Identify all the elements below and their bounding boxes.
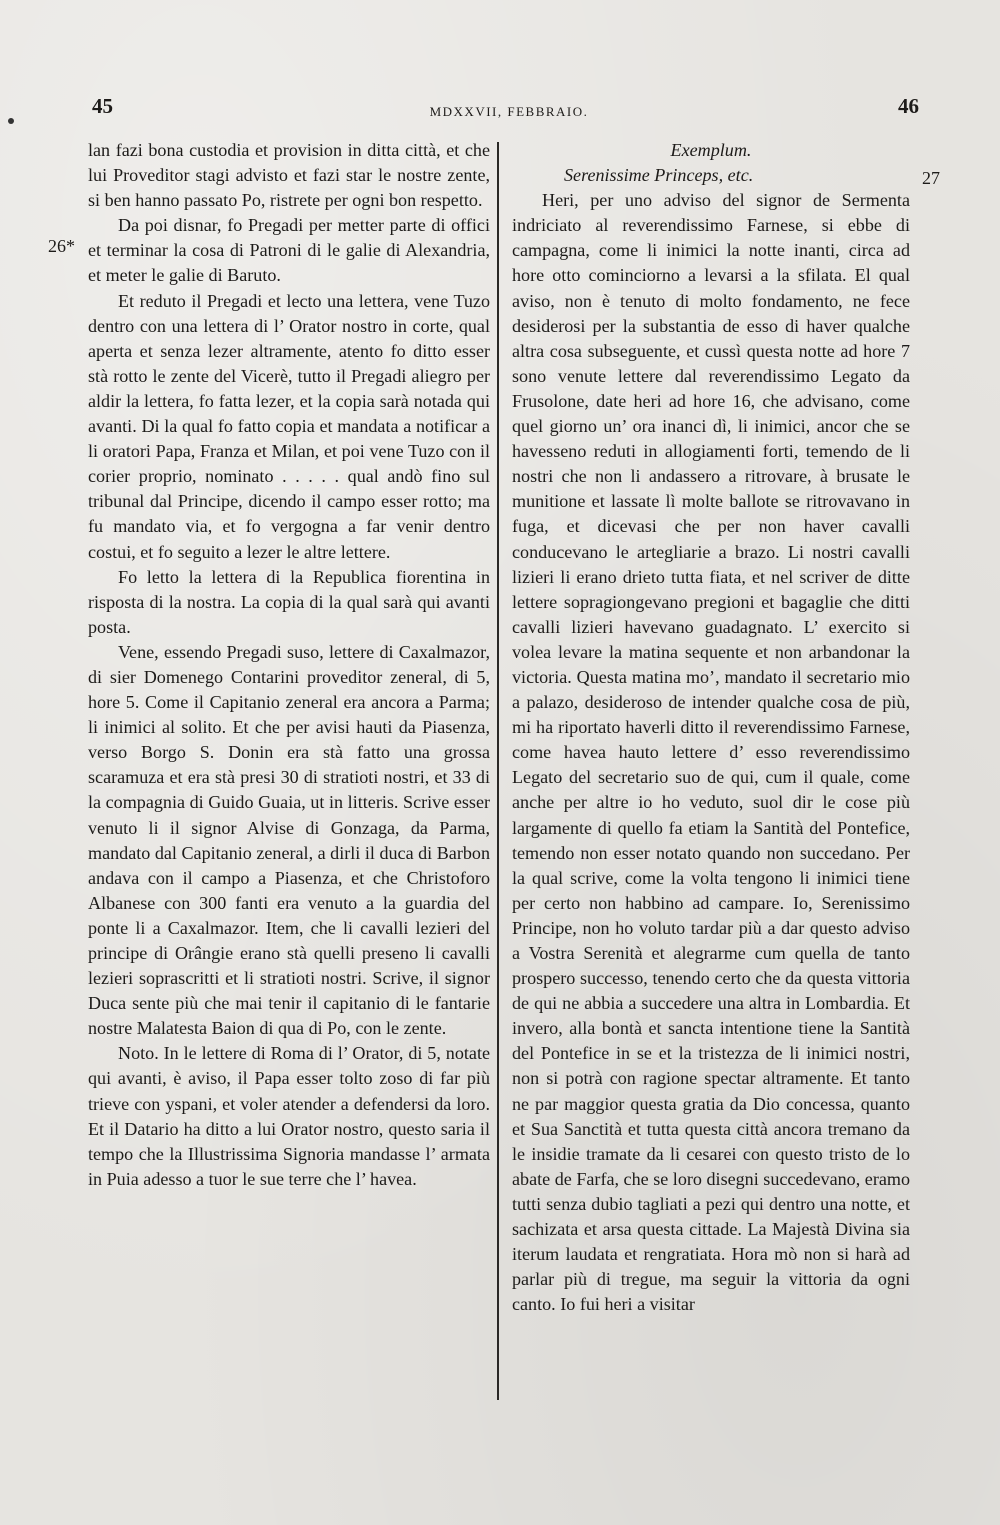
page-number-right: 46 [898, 94, 919, 118]
margin-note-right: 27 [922, 168, 940, 188]
margin-note-left: 26* [48, 236, 75, 256]
paragraph: lan fazi bona custodia et provision in ditta città, et che lui Proveditor stagi advisto et fazi star le nostre zente, si ben hanno passato Po, ristrete per ogni bon respetto. [88, 140, 490, 211]
right-column [512, 138, 910, 1317]
paragraph: Noto. In le lettere di Roma di l’ Orator, di 5, notate qui avanti, è aviso, il Papa esser tolto zoso di far più trieve con yspani, et voler atender a defendersi da loro. Et il Datario ha ditto a lui Orator nostro, questo saria il tempo che la Illustrissima Signoria mandasse l’ armata in Puia adesso a tuor le sue terre che l’ havea. [88, 1043, 490, 1189]
paragraph: Vene, essendo Pregadi suso, lettere di Caxalmazor, di sier Domenego Contarini proveditor zeneral, di 5, hore 5. Come il Capitanio zeneral era ancora a Parma; li inimici al solito. Et che per avisi hauti da Piasenza, verso Borgo S. Donin era stà fatto una grossa scaramuza et era stà presi 30 di stratioti nostri, et 33 di la compagnia di Guido Guaia, ut in litteris. Scrive esser venuto li il signor Alvise di Gonzaga, da Parma, mandato dal Capitanio zeneral, a dirli il duca di Barbon andava con il campo a Piasenza, et che Christoforo Albanese con 300 fanti era venuto a la guardia del ponte li a Caxalmazor. Item, che li cavalli lezieri del principe di Orângie erano stà quelli preseno li cavalli lezieri soprascritti et li stratioti nostri. Scrive, il signor Duca sente più che mai tenir il capitanio di le fantarie nostre Malatesta Baion di qua di Po, con le zente. [88, 641, 490, 1039]
paragraph: Et reduto il Pregadi et lecto una lettera, vene Tuzo dentro con una lettera di l’ Orator nostro in corte, qual aperta et senza lezer altramente, atento fo ditto esser stà rotto le zente del Vicerè, tutto il Pregadi aliegro per aldir la lettera, fo fatta lezer, et la copia sarà notada qui avanti. Di la qual fo fatto copia et mandata a notificar a li oratori Papa, Franza et Milan, et poi vene Tuzo con il corier proprio, nominato . . . . . qual andò fino sul tribunal dal Principe, dicendo il campo esser rotto; ma fu mandato via, et fo vergogna a far venir dentro costui, et fo seguito a lezer le altre lettere. [88, 290, 490, 562]
paragraph: Fo letto la lettera di la Republica fiorentina in risposta di la nostra. La copia di la qual sarà qui avanti posta. [88, 566, 490, 637]
left-column [88, 138, 490, 1192]
page-number-left: 45 [92, 94, 113, 118]
paragraph: Da poi disnar, fo Pregadi per metter parte di offici et terminar la cosa di Patroni di le galie di Alexandria, et meter le galie di Baruto. [88, 215, 490, 286]
salutation: Serenissime Princeps, etc. [564, 165, 754, 186]
page-header [0, 94, 1000, 134]
column-divider [497, 142, 499, 1400]
running-title: MDXXVII, FEBBRAIO. [429, 104, 589, 119]
paragraph: Heri, per uno adviso del signor de Sermenta indriciato al reverendissimo Farnese, si ebbe di campagna, come li inimici la notte inanti, circa ad hore otto cominciorno a levarsi a la sfilata. El qual aviso, non è tenuto di molto fondamento, ne fece desiderosi per la substantia de esso di haver qualche altra cosa subseguente, et cussì questa notte ad hore 7 sono venute lettere dal reverendissimo Legato da Frusolone, date heri ad hore 16, che advisano, come quel giorno un’ ora inanci dì, li inimici, ancor che se havesseno reduti in allogiamenti forti, temendo de li nostri che non li andassero a ritrovare, à brusate le munitione et lassate lì molte ballote se ritrovavano in fuga, et dicevasi che per non haver cavalli conducevano le artegliarie a brazo. Li nostri cavalli lizieri li erano drieto tutta fiata, et nel scriver de ditte lettere sopragiongevano pregioni et bagaglie che ditti cavalli lizieri havevano guadagnato. L’ exercito si volea levare la matina sequente et non arbandonar la victoria. Questa matina mo’, mandato il secretario mio a palazo, desideroso de intender qualche cosa de più, mi ha riportato haverli ditto il reverendissimo Farnese, come havea hauto lettere d’ esso reverendissimo Legato del secretario suo de qui, cum il quale, come anche per altre io ho veduto, suol dir le cose più largamente di quello fa etiam la Santità del Pontefice, temendo non esser notato quando non succedano. Per la qual scrive, come la volta tengono li inimici tiene per certo non habbino ad campare. Io, Serenissimo Principe, non ho voluto tardar più a dar questo adviso a Vostra Serenità et alegrarme cum quella de tanto prospero successo, tenendo certo che da questa vittoria de qui ne abbia a succedere una altra in Lombardia. Et invero, alla bontà et sancta intentione tiene la Santità del Pontefice in se et la tristezza de li inimici nostri, non si potrà con ragione spectar altramente. Et tanto ne par maggior questa gratia da Dio concessa, quanto et Sua Sanctità et tutta questa città ancora tremano da le insidie tramate da li cesarei con questo tristo de lo abate de Farfa, che se loro disegni succedevano, eramo tutti senza dubio tagliati a pezi qui dentro una notte, et sachizata et arsa questa cittade. La Majestà Divina sia iterum laudata et rengratiata. Hora mò non si harà ad parlar più di tregue, ma seguir la vittoria da ogni canto. Io fui heri a visitar [512, 190, 910, 1315]
section-heading: Exemplum. [670, 140, 752, 160]
